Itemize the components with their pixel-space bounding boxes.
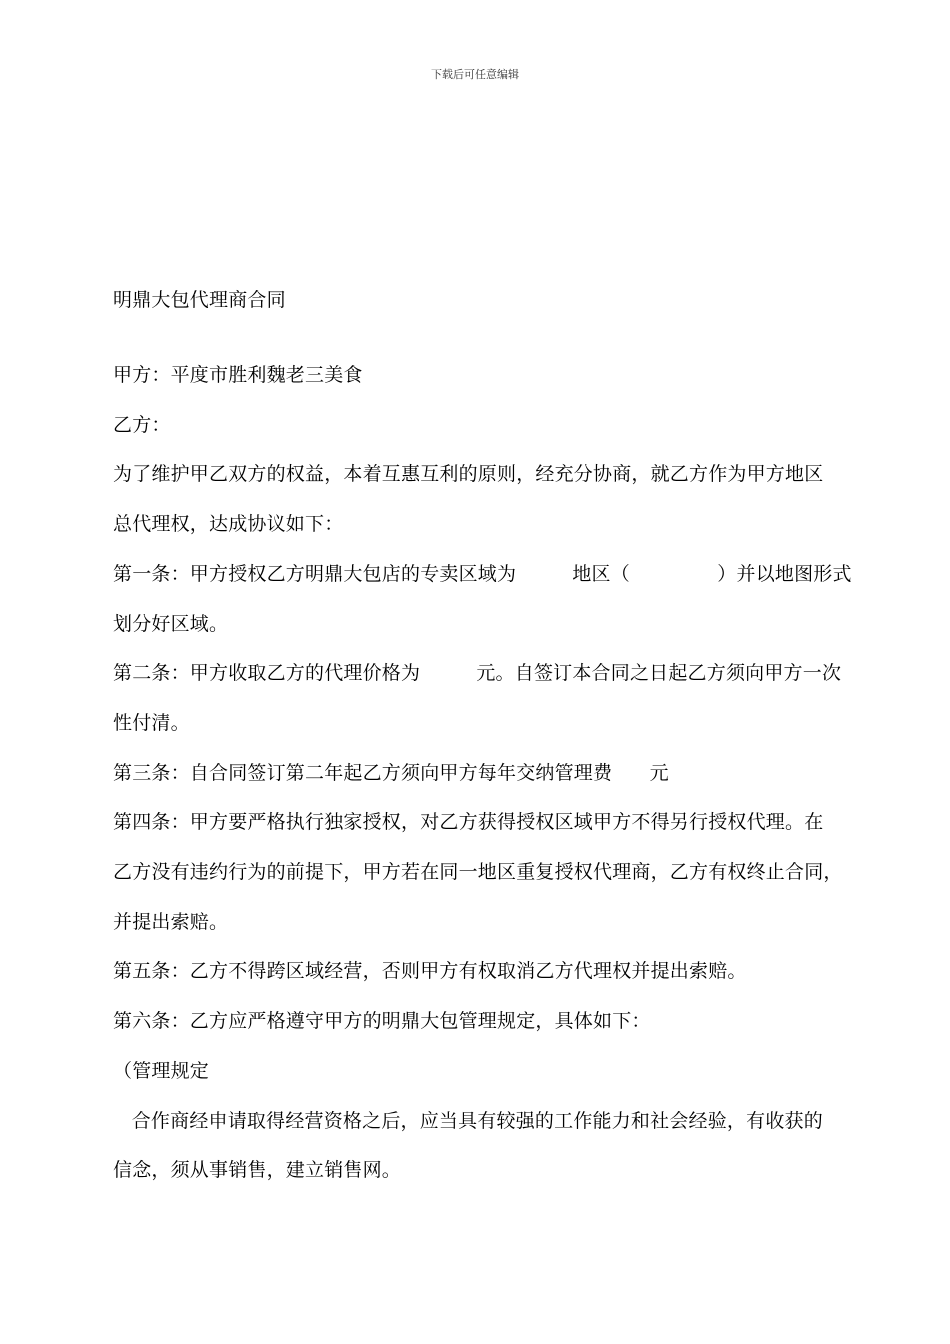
article-2-line-2: 性付清。	[113, 712, 190, 734]
article-4-line-3: 并提出索赔。	[113, 911, 229, 933]
intro-paragraph-line-1: 为了维护甲乙双方的权益，本着互惠互利的原则，经充分协商，就乙方作为甲方地区	[113, 463, 824, 485]
party-b-line: 乙方：	[113, 414, 171, 436]
party-a-line: 甲方：平度市胜利魏老三美食	[113, 364, 363, 386]
article-5-line-1: 第五条：乙方不得跨区域经营，否则甲方有权取消乙方代理权并提出索赔。	[113, 960, 747, 982]
article-6-line-1: 第六条：乙方应严格遵守甲方的明鼎大包管理规定，具体如下：	[113, 1010, 651, 1032]
article-1-line-2: 划分好区域。	[113, 613, 229, 635]
rules-heading: （管理规定	[113, 1060, 210, 1082]
article-2-line-1: 第二条：甲方收取乙方的代理价格为 元。自签订本合同之日起乙方须向甲方一次	[113, 662, 842, 684]
article-3-line-1: 第三条：自合同签订第二年起乙方须向甲方每年交纳管理费 元	[113, 762, 669, 784]
article-1-line-1: 第一条：甲方授权乙方明鼎大包店的专卖区域为 地区（ ）并以地图形式	[113, 563, 852, 585]
document-title: 明鼎大包代理商合同	[113, 289, 286, 311]
rules-paragraph-line-1: 合作商经申请取得经营资格之后，应当具有较强的工作能力和社会经验，有收获的	[113, 1110, 823, 1132]
intro-paragraph-line-2: 总代理权，达成协议如下：	[113, 513, 344, 535]
page-header: 下载后可任意编辑	[431, 68, 519, 81]
article-4-line-2: 乙方没有违约行为的前提下，甲方若在同一地区重复授权代理商，乙方有权终止合同，	[113, 861, 843, 883]
rules-paragraph-line-2: 信念，须从事销售，建立销售网。	[113, 1159, 402, 1181]
article-4-line-1: 第四条：甲方要严格执行独家授权，对乙方获得授权区域甲方不得另行授权代理。在	[113, 811, 824, 833]
